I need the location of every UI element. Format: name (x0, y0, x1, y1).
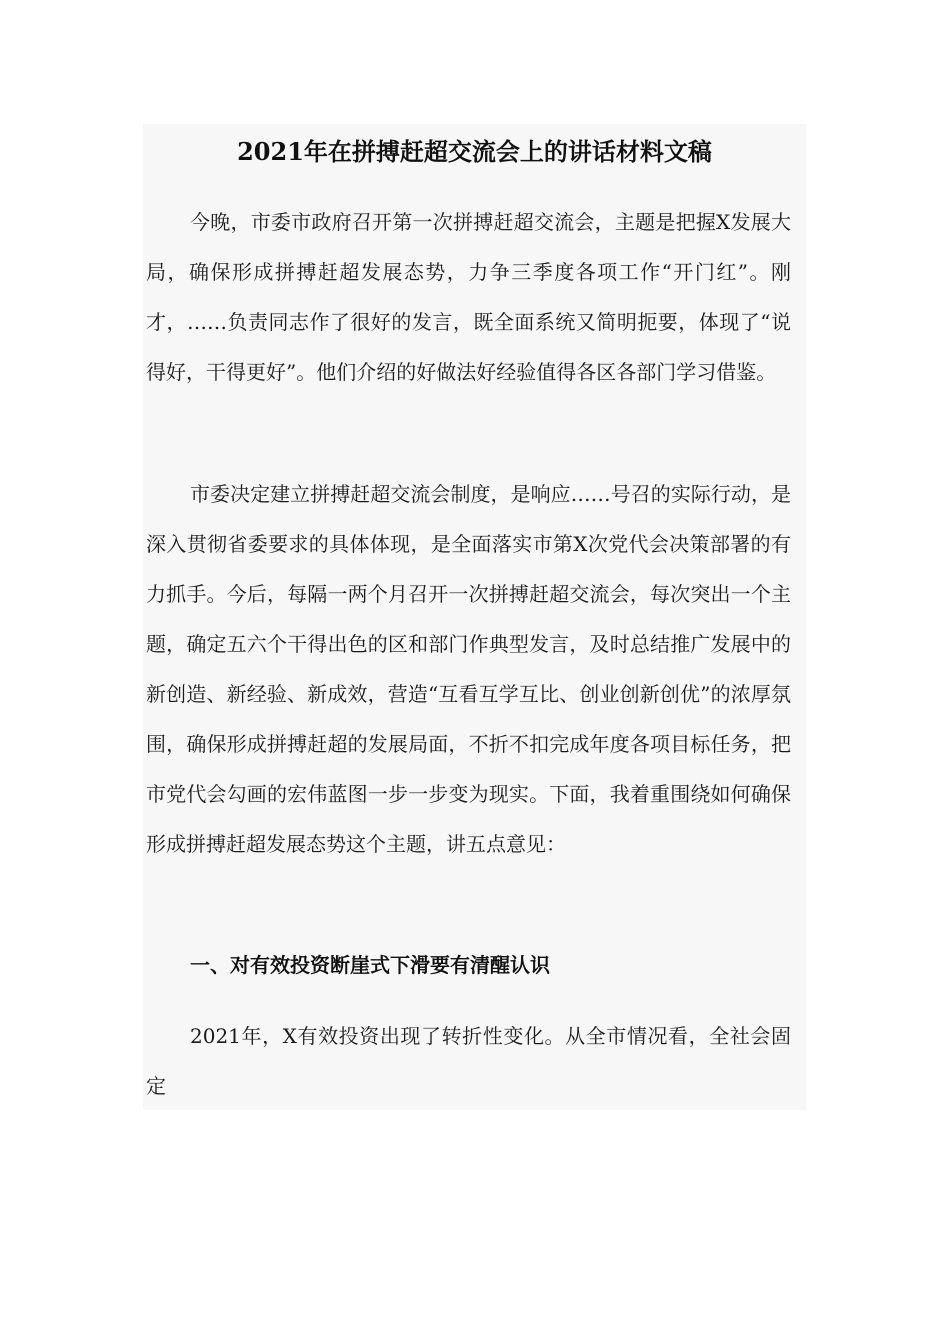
document-title: 2021年在拼搏赶超交流会上的讲话材料文稿 (237, 137, 712, 166)
paragraph-investment: 2021年，X有效投资出现了转折性变化。从全市情况看，全社会固定 (146, 1024, 791, 1098)
section-heading-1: 一、对有效投资断崖式下滑要有清醒认识 (190, 953, 550, 977)
paragraph-opening: 今晚，市委市政府召开第一次拼搏赶超交流会，主题是把握X发展大局，确保形成拼搏赶超发展态势，力争三季度各项工作“开门红”。刚才，……负责同志作了很好的发言，既全面系统又简明扼要，体现了“说得好，干得更好”。他们介绍的好做法好经验值得各区各部门学习借鉴。 (146, 210, 791, 384)
paragraph-system-intro: 市委决定建立拼搏赶超交流会制度，是响应……号召的实际行动，是深入贯彻省委要求的具体体现，是全面落实市第X次党代会决策部署的有力抓手。今后，每隔一两个月召开一次拼搏赶超交流会，每次突出一个主题，确定五六个干得出色的区和部门作典型发言，及时总结推广发展中的新创造、新经验、新成效，营造“互看互学互比、创业创新创优”的浓厚氛围，确保形成拼搏赶超的发展局面，不折不扣完成年度各项目标任务，把市党代会勾画的宏伟蓝图一步一步变为现实。下面，我着重围绕如何确保形成拼搏赶超发展态势这个主题，讲五点意见： (146, 482, 791, 856)
